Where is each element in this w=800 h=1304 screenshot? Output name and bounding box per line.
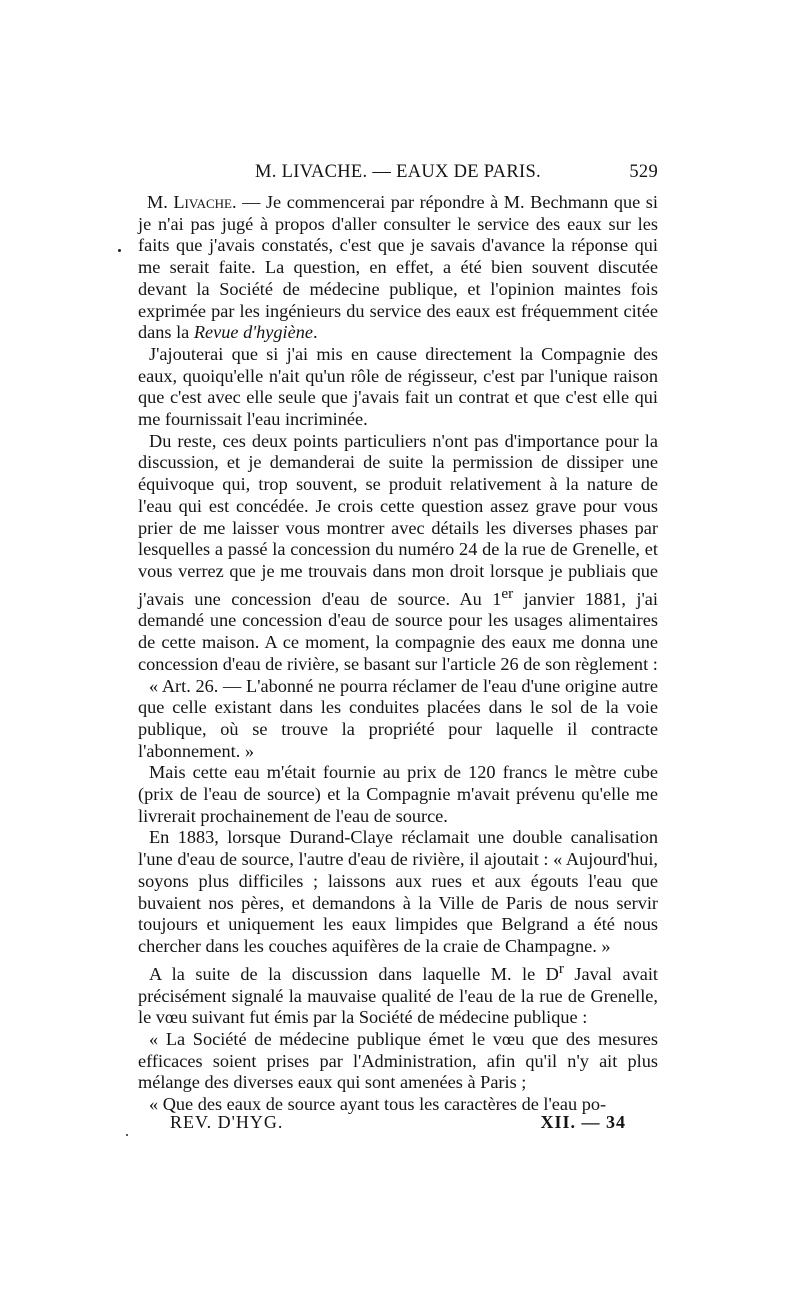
body-text <box>138 192 658 1116</box>
running-title: M. LIVACHE. — EAUX DE PARIS. <box>255 162 541 182</box>
paragraph-7: A la suite de la discussion dans laquelle M. le $D^r$ Javal avait précisément signalé la mauvaise qualité de l'eau de la rue de Grenelle, le vœu suivant fut émis par la Société de médecine publique : <box>138 959 658 1028</box>
ink-speck <box>118 249 121 252</box>
quotation-article-26: « Art. 26. — L'abonné ne pourra réclamer de l'eau d'une origine autre que celle existant dans les conduites placées dans le sol de la voie publique, où se trouve la propriété pour laquelle il contracte l'abonnement. » <box>138 675 658 761</box>
quotation-resolution: « La Société de médecine publique émet le vœu que des mesures efficaces soient prises par l'Administration, afin qu'il n'y ait plus mélange des diverses eaux qui sont amenées à Paris ; <box>138 1028 658 1093</box>
paragraph-1-text: — Je commencerai par répondre à M. Bechmann que si je n'ai pas jugé à propos d'aller consulter le service des eaux sur les faits que j'avais constatés, c'est que je savais d'avance la réponse qui me serait faite. La question, en effet, a été bien souvent discutée devant la Société de médecine publique, et l'opinion maintes fois exprimée par les ingénieurs du service des eaux est fréquemment citée dans la <box>138 192 659 343</box>
signature-mark: REV. D'HYG. <box>170 1112 284 1132</box>
paragraph-5: Mais cette eau m'était fournie au prix de 120 francs le mètre cube (prix de l'eau de source) et la Compagnie m'avait prévenu qu'elle me livrerait prochainement de l'eau de source. <box>138 762 658 826</box>
signature-line <box>170 1112 626 1138</box>
ink-speck <box>126 1134 128 1136</box>
sheet-number: XII. — 34 <box>540 1112 626 1132</box>
speaker-name: M. Livache. <box>147 192 237 212</box>
paragraph-1: M. Livache. — Je commencerai par répondre à M. Bechmann que si je n'ai pas jugé à propos d'aller consulter le service des eaux sur les faits que j'avais constatés, c'est que je savais d'avance la réponse qui me serait faite. La question, en effet, a été bien souvent discutée devant la Société de médecine publique, et l'opinion maintes fois exprimée par les ingénieurs du service des eaux est fréquemment citée dans la Revue d'hygiène. <box>138 192 659 343</box>
paragraph-3: Du reste, ces deux points particuliers n'ont pas d'importance pour la discussion, et je demanderai de suite la permission de dissiper une équivoque qui, trop souvent, se produit relativement à la nature de l'eau qui est concédée. Je crois cette question assez grave pour vous prier de me laisser vous montrer avec détails les diverses phases par lesquelles a passé la concession du numéro 24 de la rue de Grenelle, et vous verrez que je me trouvais dans mon droit lorsque je publiais que j'avais une concession d'eau de source. Au 1er janvier 1881, j'ai demandé une concession d'eau de source pour les usages alimentaires de cette maison. A ce moment, la compagnie des eaux me donna une concession d'eau de rivière, se basant sur l'article 26 de son règlement : <box>138 430 658 674</box>
superscript: r <box>558 959 564 977</box>
paragraph-2: J'ajouterai que si j'ai mis en cause directement la Compagnie des eaux, quoiqu'elle n'ait qu'un rôle de régisseur, c'est par l'unique raison que c'est avec elle seule que j'avais fait un contrat et que c'est elle qui me fournissait l'eau incriminée. <box>138 343 658 430</box>
superscript: er <box>501 584 514 602</box>
paragraph-6: En 1883, lorsque Durand-Claye réclamait une double canalisation l'une d'eau de source, l'autre d'eau de rivière, il ajoutait : « Aujourd'hui, soyons plus difficiles ; laissons aux rues et aux égouts l'eau que buvaient nos pères, et demandons à la Ville de Paris de nous servir toujours et uniquement les eaux limpides que Belgrand a été nous chercher dans les couches aquifères de la craie de Champagne. » <box>138 827 658 956</box>
journal-title: Revue d'hygiène <box>193 322 313 343</box>
running-head <box>138 162 658 188</box>
quotation-resolution-continued: « Que des eaux de source ayant tous les caractères de l'eau po- <box>149 1094 607 1115</box>
page-number: 529 <box>629 162 658 182</box>
